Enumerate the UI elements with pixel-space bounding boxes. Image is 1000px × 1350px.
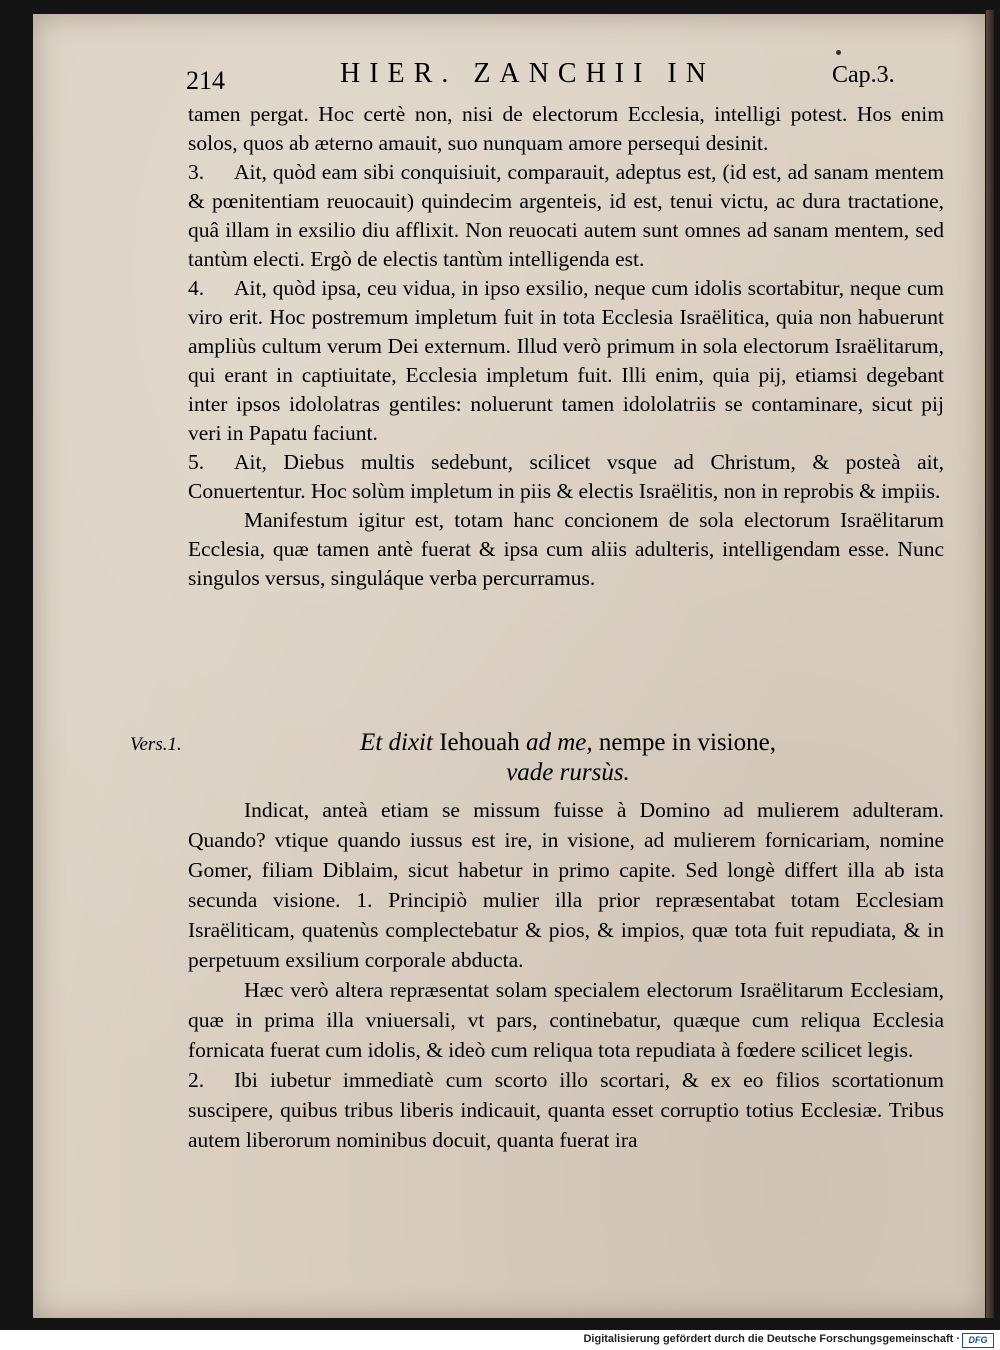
paragraph <box>188 448 944 506</box>
paragraph-number: 5. <box>188 450 205 474</box>
verse-italic: Et dixit <box>360 729 433 756</box>
body-text-top <box>188 100 944 593</box>
paragraph-text: Ibi iubetur immediatè cum scorto illo scortari, & ex eo filios scortationum suscipere, quibus tribus liberis indicauit, quanta esset corruptio totius Ecclesiæ. Tribus autem liberorum nominibus docuit, quanta fuerat ira <box>188 1068 944 1152</box>
verse-heading-line2: vade rursùs. <box>506 759 630 786</box>
paragraph <box>188 274 944 448</box>
body-text-bottom <box>188 795 944 1155</box>
ink-spot <box>836 50 841 55</box>
paragraph-number: 3. <box>188 160 205 184</box>
paragraph <box>188 506 944 593</box>
verse-heading <box>188 728 948 788</box>
book-page-edge <box>986 10 994 1318</box>
running-head <box>186 58 946 94</box>
verse-italic: ad me, <box>525 729 593 756</box>
paragraph <box>188 975 944 1065</box>
margin-note: Vers.1. <box>130 734 182 755</box>
verse-roman: nempe in visione, <box>598 729 776 756</box>
paragraph <box>188 100 944 158</box>
verse-roman: Iehouah <box>439 729 520 756</box>
funding-credit: Digitalisierung gefördert durch die Deutsche Forschungsgemeinschaft · <box>583 1333 960 1345</box>
paragraph-text: Indicat, anteà etiam se missum fuisse à Domino ad mulierem adulteram. Quando? vtique quando iussus est ire, in visione, ad mulierem fornicariam, nomine Gomer, filiam Diblaim, sicut habetur in primo capite. Sed longè differt illa ab ista secunda visione. 1. Principiò mulier illa prior repræsentabat totam Ecclesiam Israëliticam, quatenùs complectebatur & pios, & impios, quæ tota fuit repudiata, & in perpetuum exsilium corporale abducta. <box>188 798 944 972</box>
chapter-reference: Cap.3. <box>832 62 895 88</box>
paragraph-text: Manifestum igitur est, totam hanc concionem de sola electorum Israëlitarum Ecclesia, quæ tamen antè fuerat & ipsa cum aliis adulteris, intelligendam esse. Nunc singulos versus, singuláque verba percurramus. <box>188 508 944 590</box>
dfg-logo-icon: DFG <box>962 1333 994 1348</box>
paragraph <box>188 1065 944 1155</box>
paragraph-text: tamen pergat. Hoc certè non, nisi de electorum Ecclesia, intelligi potest. Hos enim solos, quos ab æterno amauit, suo nunquam amore persequi desinit. <box>188 102 944 155</box>
paragraph-text: Hæc verò altera repræsentat solam specialem electorum Israëlitarum Ecclesiam, quæ in prima illa vniuersali, vt pars, continebatur, quæque cum reliqua Ecclesia fornicata fuerat cum idolis, & ideò cum reliqua tota repudiata à fœdere scilicet legis. <box>188 978 944 1062</box>
paragraph <box>188 158 944 274</box>
verse-heading-line1 <box>188 728 948 758</box>
paragraph <box>188 795 944 975</box>
paragraph-text: Ait, Diebus multis sedebunt, scilicet vsque ad Christum, & posteà ait, Conuertentur. Hoc solùm impletum in piis & electis Israëlitis, non in reprobis & impiis. <box>188 450 944 503</box>
page-number: 214 <box>186 66 225 95</box>
paragraph-text: Ait, quòd eam sibi conquisiuit, comparauit, adeptus est, (id est, ad sanam mentem & pœnitentiam reuocauit) quindecim argenteis, id est, tenui victu, ac dura tractatione, quâ illam in exsilio diu afflixit. Non reuocati autem sunt omnes ad sanam mentem, sed tantùm electi. Ergò de electis tantùm intelligenda est. <box>188 160 944 271</box>
paragraph-text: Ait, quòd ipsa, ceu vidua, in ipso exsilio, neque cum idolis scortabitur, neque cum viro erit. Hoc postremum impletum fuit in tota Ecclesia Israëlitica, quia non habuerunt ampliùs cultum verum Dei externum. Illud verò primum in sola electorum Israëlitarum, qui erant in captiuitate, Ecclesia impletum fuit. Illi enim, quia pij, etiamsi degebant inter ipsos idololatras gentiles: noluerunt tamen idololatriis se contaminare, sicut pij veri in Papatu faciunt. <box>188 276 944 445</box>
paragraph-number: 2. <box>188 1068 205 1092</box>
running-title: HIER. ZANCHII IN <box>340 58 715 89</box>
paragraph-number: 4. <box>188 276 205 300</box>
footer-bar <box>0 1330 1000 1350</box>
